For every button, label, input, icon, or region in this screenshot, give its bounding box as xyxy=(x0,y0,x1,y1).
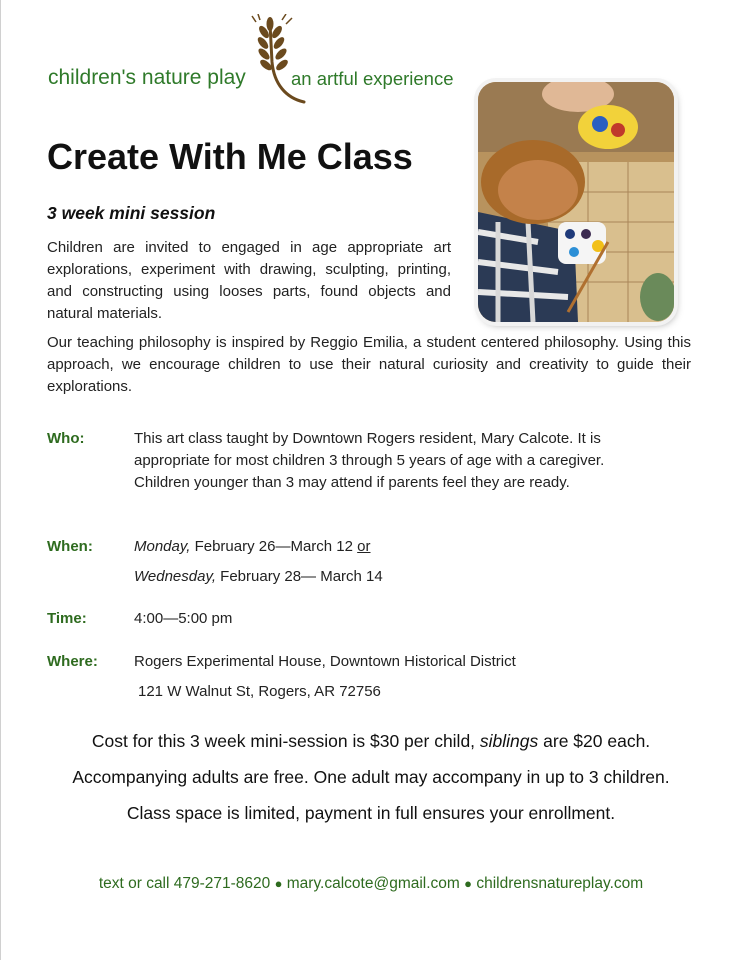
when-dates-2: February 28— March 14 xyxy=(216,568,383,585)
when-or: or xyxy=(357,538,371,555)
page-title: Create With Me Class xyxy=(47,136,413,177)
when-day-1: Monday, xyxy=(134,538,191,555)
where-line-1: Rogers Experimental House, Downtown Historical District xyxy=(134,653,516,670)
who-text: This art class taught by Downtown Rogers resident, Mary Calcote. It is appropriate for most children 3 through 5 years of age with a caregiver. Children younger than 3 may attend if parents feel they are ready. xyxy=(134,430,605,491)
when-dates-1: February 26—March 12 xyxy=(190,538,358,555)
logo-tagline: an artful experience xyxy=(291,68,454,89)
cost-text-a: Cost for this 3 week mini-session is $30 per child, xyxy=(91,731,480,751)
footer-contact xyxy=(0,875,742,893)
when-line-2 xyxy=(134,566,644,588)
when-line-1 xyxy=(134,536,644,558)
intro-paragraph: Children are invited to engaged in age appropriate art explorations, experiment with drawing, sculpting, printing, and constructing using looses parts, found objects and natural materials. xyxy=(47,239,451,322)
cost-line-1 xyxy=(0,731,742,752)
subtitle: 3 week mini session xyxy=(47,203,216,223)
time-label: Time: xyxy=(47,610,87,627)
where-line-2: 121 W Walnut St, Rogers, AR 72756 xyxy=(138,683,381,700)
cost-line-3: Class space is limited, payment in full ensures your enrollment. xyxy=(126,803,616,823)
wheat-sprig-icon xyxy=(246,14,316,106)
separator-dot-icon: ● xyxy=(274,876,283,891)
footer-email[interactable]: mary.calcote@gmail.com xyxy=(286,875,460,892)
who-label: Who: xyxy=(47,430,85,447)
cost-text-c: are $20 each. xyxy=(538,731,651,751)
where-label: Where: xyxy=(47,653,98,670)
cost-siblings: siblings xyxy=(479,731,539,751)
footer-phone[interactable]: text or call 479-271-8620 xyxy=(98,875,271,892)
logo-name-left: children's nature play xyxy=(48,66,246,89)
time-text: 4:00—5:00 pm xyxy=(134,610,233,627)
separator-dot-icon: ● xyxy=(464,876,473,891)
cost-line-2: Accompanying adults are free. One adult may accompany in up to 3 children. xyxy=(72,767,670,787)
child-painting-photo xyxy=(478,82,674,322)
footer-website[interactable]: childrensnatureplay.com xyxy=(476,875,644,892)
when-label: When: xyxy=(47,538,93,555)
when-day-2: Wednesday, xyxy=(134,568,216,585)
philosophy-paragraph: Our teaching philosophy is inspired by Reggio Emilia, a student centered philosophy. Using this approach, we encourage children to use their natural curiosity and creativity to guide their explorations. xyxy=(47,334,691,395)
logo xyxy=(48,14,468,104)
